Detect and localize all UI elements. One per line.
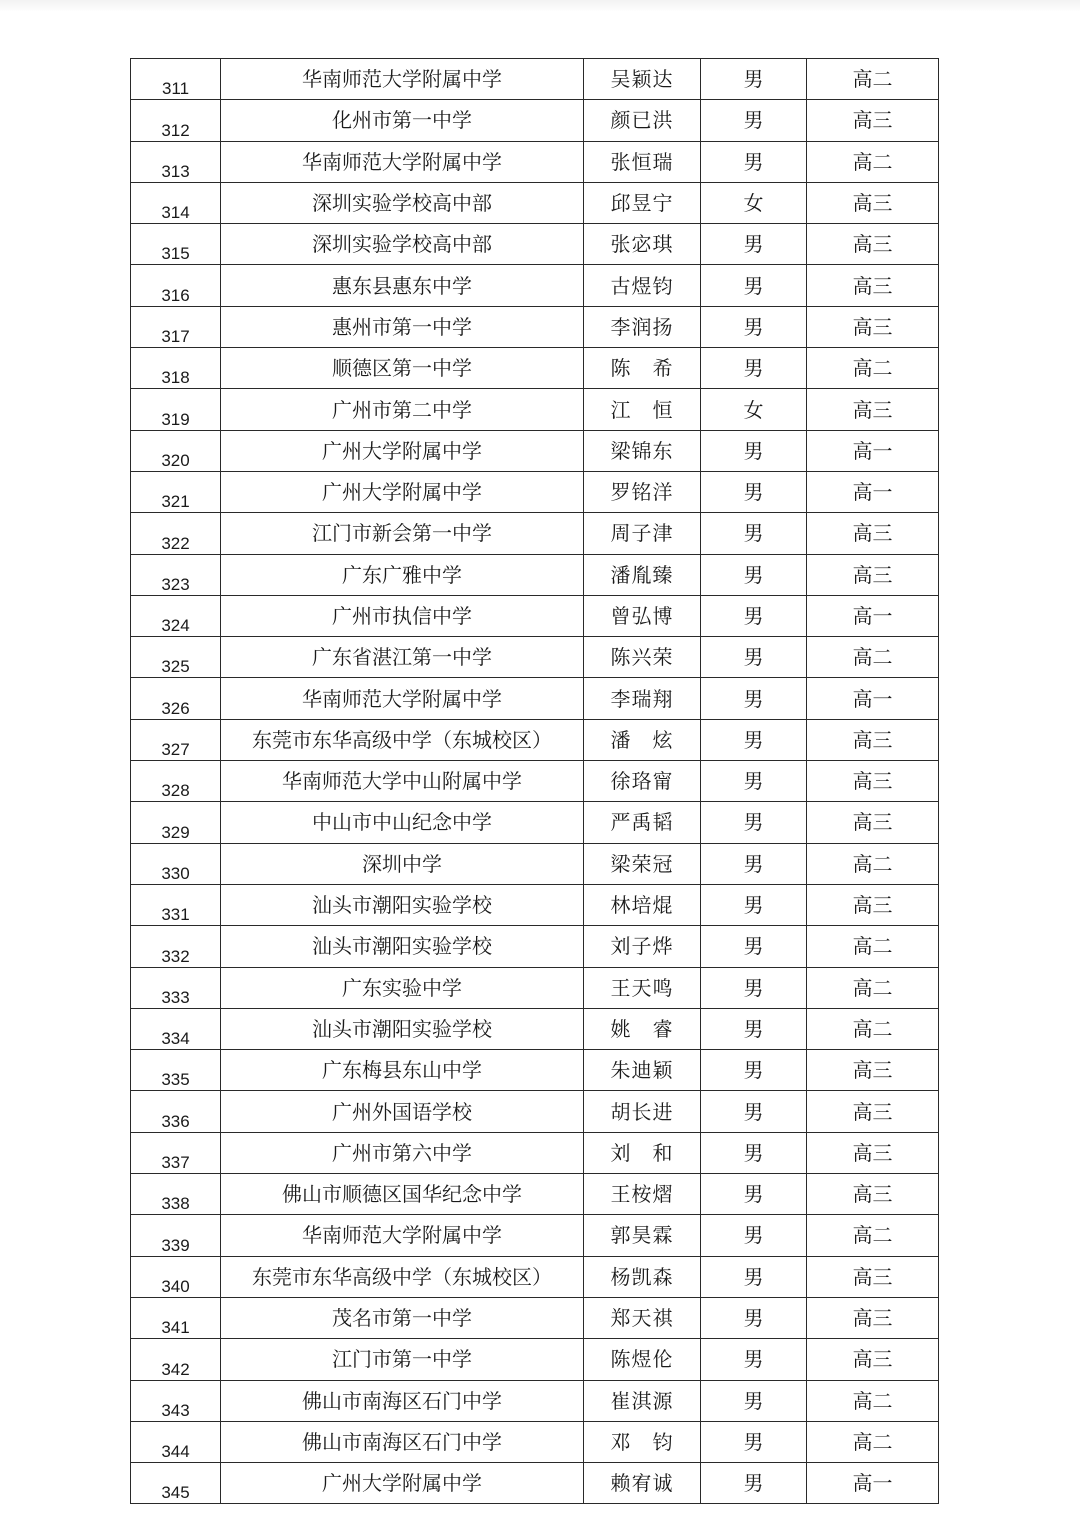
row-number-cell: 337 bbox=[131, 1132, 221, 1173]
table-row bbox=[131, 513, 939, 554]
student-name-cell: 周子津 bbox=[584, 513, 701, 554]
table-row bbox=[131, 1008, 939, 1049]
school-name-cell: 顺德区第一中学 bbox=[221, 348, 584, 389]
row-number-cell: 340 bbox=[131, 1256, 221, 1297]
student-name-cell: 徐珞甯 bbox=[584, 761, 701, 802]
student-name-cell: 刘 和 bbox=[584, 1132, 701, 1173]
row-number-cell: 341 bbox=[131, 1297, 221, 1338]
school-name-cell: 深圳实验学校高中部 bbox=[221, 182, 584, 223]
school-name-cell: 华南师范大学附属中学 bbox=[221, 141, 584, 182]
grade-level-cell: 高三 bbox=[807, 1256, 939, 1297]
school-name-cell: 华南师范大学中山附属中学 bbox=[221, 761, 584, 802]
gender-cell: 男 bbox=[701, 348, 807, 389]
row-number-cell: 330 bbox=[131, 843, 221, 884]
gender-cell: 男 bbox=[701, 1008, 807, 1049]
school-name-cell: 广州外国语学校 bbox=[221, 1091, 584, 1132]
school-name-cell: 广东梅县东山中学 bbox=[221, 1050, 584, 1091]
grade-level-cell: 高二 bbox=[807, 637, 939, 678]
gender-cell: 女 bbox=[701, 389, 807, 430]
grade-level-cell: 高三 bbox=[807, 389, 939, 430]
table-row bbox=[131, 637, 939, 678]
row-number-cell: 317 bbox=[131, 306, 221, 347]
table-row bbox=[131, 182, 939, 223]
school-name-cell: 江门市第一中学 bbox=[221, 1339, 584, 1380]
student-name-cell: 郭昊霖 bbox=[584, 1215, 701, 1256]
table-row bbox=[131, 967, 939, 1008]
student-name-cell: 赖宥诚 bbox=[584, 1463, 701, 1504]
gender-cell: 男 bbox=[701, 884, 807, 925]
student-name-cell: 曾弘博 bbox=[584, 595, 701, 636]
grade-level-cell: 高二 bbox=[807, 59, 939, 100]
gender-cell: 男 bbox=[701, 554, 807, 595]
grade-level-cell: 高三 bbox=[807, 182, 939, 223]
row-number-cell: 311 bbox=[131, 59, 221, 100]
row-number-cell: 321 bbox=[131, 471, 221, 512]
student-name-cell: 张恒瑞 bbox=[584, 141, 701, 182]
table-row bbox=[131, 1215, 939, 1256]
gender-cell: 男 bbox=[701, 430, 807, 471]
student-name-cell: 江 恒 bbox=[584, 389, 701, 430]
table-row bbox=[131, 59, 939, 100]
gender-cell: 男 bbox=[701, 1132, 807, 1173]
school-name-cell: 广州市第二中学 bbox=[221, 389, 584, 430]
grade-level-cell: 高三 bbox=[807, 513, 939, 554]
gender-cell: 男 bbox=[701, 637, 807, 678]
grade-level-cell: 高三 bbox=[807, 1174, 939, 1215]
page-top-shade bbox=[0, 0, 1080, 12]
student-name-cell: 陈兴荣 bbox=[584, 637, 701, 678]
student-name-cell: 吴颖达 bbox=[584, 59, 701, 100]
school-name-cell: 广州大学附属中学 bbox=[221, 1463, 584, 1504]
school-name-cell: 佛山市南海区石门中学 bbox=[221, 1380, 584, 1421]
row-number-cell: 322 bbox=[131, 513, 221, 554]
roster-body bbox=[131, 59, 939, 1504]
grade-level-cell: 高三 bbox=[807, 802, 939, 843]
gender-cell: 女 bbox=[701, 182, 807, 223]
student-name-cell: 梁荣冠 bbox=[584, 843, 701, 884]
gender-cell: 男 bbox=[701, 678, 807, 719]
school-name-cell: 佛山市顺德区国华纪念中学 bbox=[221, 1174, 584, 1215]
table-row bbox=[131, 1050, 939, 1091]
gender-cell: 男 bbox=[701, 1297, 807, 1338]
school-name-cell: 佛山市南海区石门中学 bbox=[221, 1421, 584, 1462]
gender-cell: 男 bbox=[701, 595, 807, 636]
row-number-cell: 312 bbox=[131, 100, 221, 141]
table-row bbox=[131, 1132, 939, 1173]
row-number-cell: 336 bbox=[131, 1091, 221, 1132]
school-name-cell: 广东广雅中学 bbox=[221, 554, 584, 595]
gender-cell: 男 bbox=[701, 59, 807, 100]
table-row bbox=[131, 843, 939, 884]
student-name-cell: 罗铭洋 bbox=[584, 471, 701, 512]
student-name-cell: 潘 炫 bbox=[584, 719, 701, 760]
school-name-cell: 中山市中山纪念中学 bbox=[221, 802, 584, 843]
table-row bbox=[131, 389, 939, 430]
student-name-cell: 郑天祺 bbox=[584, 1297, 701, 1338]
gender-cell: 男 bbox=[701, 1339, 807, 1380]
gender-cell: 男 bbox=[701, 802, 807, 843]
table-row bbox=[131, 595, 939, 636]
school-name-cell: 深圳中学 bbox=[221, 843, 584, 884]
student-name-cell: 陈煜伦 bbox=[584, 1339, 701, 1380]
row-number-cell: 335 bbox=[131, 1050, 221, 1091]
student-name-cell: 邱昱宁 bbox=[584, 182, 701, 223]
grade-level-cell: 高一 bbox=[807, 595, 939, 636]
student-name-cell: 古煜钧 bbox=[584, 265, 701, 306]
table-row bbox=[131, 1256, 939, 1297]
student-name-cell: 颜已洪 bbox=[584, 100, 701, 141]
row-number-cell: 320 bbox=[131, 430, 221, 471]
row-number-cell: 342 bbox=[131, 1339, 221, 1380]
grade-level-cell: 高三 bbox=[807, 1297, 939, 1338]
school-name-cell: 汕头市潮阳实验学校 bbox=[221, 926, 584, 967]
table-row bbox=[131, 1380, 939, 1421]
grade-level-cell: 高二 bbox=[807, 1008, 939, 1049]
table-row bbox=[131, 802, 939, 843]
table-row bbox=[131, 348, 939, 389]
school-name-cell: 汕头市潮阳实验学校 bbox=[221, 1008, 584, 1049]
gender-cell: 男 bbox=[701, 761, 807, 802]
grade-level-cell: 高三 bbox=[807, 1339, 939, 1380]
table-row bbox=[131, 430, 939, 471]
gender-cell: 男 bbox=[701, 1215, 807, 1256]
school-name-cell: 广州市第六中学 bbox=[221, 1132, 584, 1173]
school-name-cell: 华南师范大学附属中学 bbox=[221, 1215, 584, 1256]
row-number-cell: 316 bbox=[131, 265, 221, 306]
school-name-cell: 惠东县惠东中学 bbox=[221, 265, 584, 306]
school-name-cell: 东莞市东华高级中学（东城校区） bbox=[221, 719, 584, 760]
row-number-cell: 329 bbox=[131, 802, 221, 843]
school-name-cell: 深圳实验学校高中部 bbox=[221, 224, 584, 265]
table-row bbox=[131, 1339, 939, 1380]
row-number-cell: 319 bbox=[131, 389, 221, 430]
school-name-cell: 广州大学附属中学 bbox=[221, 430, 584, 471]
gender-cell: 男 bbox=[701, 513, 807, 554]
student-name-cell: 刘子烨 bbox=[584, 926, 701, 967]
gender-cell: 男 bbox=[701, 926, 807, 967]
row-number-cell: 338 bbox=[131, 1174, 221, 1215]
gender-cell: 男 bbox=[701, 719, 807, 760]
row-number-cell: 325 bbox=[131, 637, 221, 678]
gender-cell: 男 bbox=[701, 100, 807, 141]
grade-level-cell: 高二 bbox=[807, 843, 939, 884]
student-name-cell: 姚 睿 bbox=[584, 1008, 701, 1049]
student-name-cell: 林培焜 bbox=[584, 884, 701, 925]
school-name-cell: 华南师范大学附属中学 bbox=[221, 678, 584, 719]
grade-level-cell: 高三 bbox=[807, 1091, 939, 1132]
grade-level-cell: 高三 bbox=[807, 1050, 939, 1091]
grade-level-cell: 高二 bbox=[807, 967, 939, 1008]
gender-cell: 男 bbox=[701, 1050, 807, 1091]
row-number-cell: 328 bbox=[131, 761, 221, 802]
gender-cell: 男 bbox=[701, 265, 807, 306]
student-name-cell: 朱迪颖 bbox=[584, 1050, 701, 1091]
row-number-cell: 315 bbox=[131, 224, 221, 265]
school-name-cell: 惠州市第一中学 bbox=[221, 306, 584, 347]
grade-level-cell: 高三 bbox=[807, 100, 939, 141]
grade-level-cell: 高三 bbox=[807, 884, 939, 925]
table-row bbox=[131, 100, 939, 141]
school-name-cell: 广州大学附属中学 bbox=[221, 471, 584, 512]
gender-cell: 男 bbox=[701, 141, 807, 182]
table-row bbox=[131, 1421, 939, 1462]
gender-cell: 男 bbox=[701, 1091, 807, 1132]
grade-level-cell: 高二 bbox=[807, 926, 939, 967]
grade-level-cell: 高一 bbox=[807, 430, 939, 471]
table-row bbox=[131, 224, 939, 265]
row-number-cell: 323 bbox=[131, 554, 221, 595]
gender-cell: 男 bbox=[701, 1380, 807, 1421]
table-row bbox=[131, 1091, 939, 1132]
school-name-cell: 广东省湛江第一中学 bbox=[221, 637, 584, 678]
table-row bbox=[131, 1174, 939, 1215]
row-number-cell: 327 bbox=[131, 719, 221, 760]
grade-level-cell: 高三 bbox=[807, 306, 939, 347]
table-row bbox=[131, 265, 939, 306]
grade-level-cell: 高三 bbox=[807, 224, 939, 265]
student-name-cell: 邓 钧 bbox=[584, 1421, 701, 1462]
grade-level-cell: 高二 bbox=[807, 1215, 939, 1256]
student-name-cell: 陈 希 bbox=[584, 348, 701, 389]
table-row bbox=[131, 141, 939, 182]
student-name-cell: 李瑞翔 bbox=[584, 678, 701, 719]
student-name-cell: 王天鸣 bbox=[584, 967, 701, 1008]
grade-level-cell: 高三 bbox=[807, 265, 939, 306]
gender-cell: 男 bbox=[701, 471, 807, 512]
grade-level-cell: 高一 bbox=[807, 678, 939, 719]
gender-cell: 男 bbox=[701, 1256, 807, 1297]
table-row bbox=[131, 554, 939, 595]
row-number-cell: 324 bbox=[131, 595, 221, 636]
row-number-cell: 343 bbox=[131, 1380, 221, 1421]
grade-level-cell: 高三 bbox=[807, 554, 939, 595]
row-number-cell: 314 bbox=[131, 182, 221, 223]
student-name-cell: 梁锦东 bbox=[584, 430, 701, 471]
row-number-cell: 318 bbox=[131, 348, 221, 389]
grade-level-cell: 高二 bbox=[807, 348, 939, 389]
row-number-cell: 313 bbox=[131, 141, 221, 182]
student-name-cell: 李润扬 bbox=[584, 306, 701, 347]
school-name-cell: 江门市新会第一中学 bbox=[221, 513, 584, 554]
row-number-cell: 334 bbox=[131, 1008, 221, 1049]
student-name-cell: 崔淇源 bbox=[584, 1380, 701, 1421]
student-name-cell: 胡长进 bbox=[584, 1091, 701, 1132]
table-row bbox=[131, 678, 939, 719]
table-row bbox=[131, 719, 939, 760]
roster-table bbox=[130, 58, 939, 1504]
gender-cell: 男 bbox=[701, 1174, 807, 1215]
grade-level-cell: 高二 bbox=[807, 1380, 939, 1421]
gender-cell: 男 bbox=[701, 967, 807, 1008]
row-number-cell: 332 bbox=[131, 926, 221, 967]
row-number-cell: 331 bbox=[131, 884, 221, 925]
gender-cell: 男 bbox=[701, 1463, 807, 1504]
school-name-cell: 广东实验中学 bbox=[221, 967, 584, 1008]
table-row bbox=[131, 306, 939, 347]
table-row bbox=[131, 884, 939, 925]
row-number-cell: 326 bbox=[131, 678, 221, 719]
gender-cell: 男 bbox=[701, 843, 807, 884]
school-name-cell: 汕头市潮阳实验学校 bbox=[221, 884, 584, 925]
table-row bbox=[131, 926, 939, 967]
gender-cell: 男 bbox=[701, 1421, 807, 1462]
table-row bbox=[131, 1463, 939, 1504]
grade-level-cell: 高三 bbox=[807, 1132, 939, 1173]
school-name-cell: 广州市执信中学 bbox=[221, 595, 584, 636]
grade-level-cell: 高二 bbox=[807, 141, 939, 182]
grade-level-cell: 高三 bbox=[807, 761, 939, 802]
school-name-cell: 化州市第一中学 bbox=[221, 100, 584, 141]
row-number-cell: 333 bbox=[131, 967, 221, 1008]
gender-cell: 男 bbox=[701, 306, 807, 347]
school-name-cell: 东莞市东华高级中学（东城校区） bbox=[221, 1256, 584, 1297]
student-name-cell: 王桉熠 bbox=[584, 1174, 701, 1215]
student-name-cell: 潘胤臻 bbox=[584, 554, 701, 595]
student-name-cell: 张宓琪 bbox=[584, 224, 701, 265]
row-number-cell: 345 bbox=[131, 1463, 221, 1504]
row-number-cell: 344 bbox=[131, 1421, 221, 1462]
table-row bbox=[131, 471, 939, 512]
gender-cell: 男 bbox=[701, 224, 807, 265]
student-name-cell: 杨凯森 bbox=[584, 1256, 701, 1297]
grade-level-cell: 高二 bbox=[807, 1421, 939, 1462]
table-row bbox=[131, 1297, 939, 1338]
row-number-cell: 339 bbox=[131, 1215, 221, 1256]
grade-level-cell: 高一 bbox=[807, 1463, 939, 1504]
table-row bbox=[131, 761, 939, 802]
grade-level-cell: 高三 bbox=[807, 719, 939, 760]
student-name-cell: 严禹韬 bbox=[584, 802, 701, 843]
school-name-cell: 茂名市第一中学 bbox=[221, 1297, 584, 1338]
grade-level-cell: 高一 bbox=[807, 471, 939, 512]
school-name-cell: 华南师范大学附属中学 bbox=[221, 59, 584, 100]
